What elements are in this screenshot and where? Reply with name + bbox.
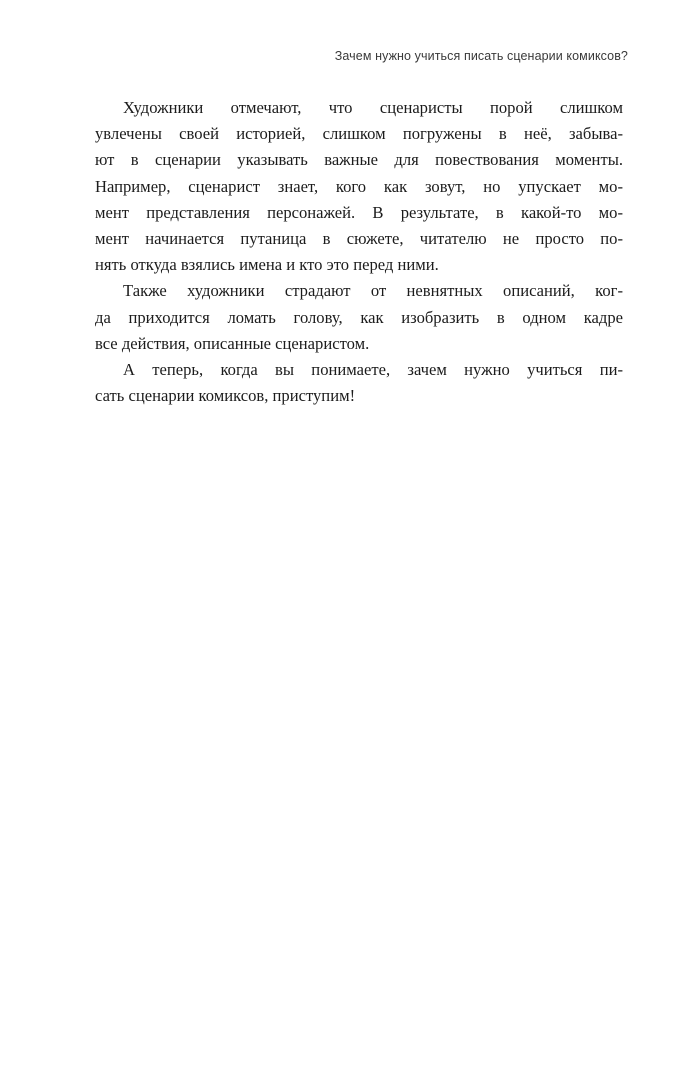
text-line: увлечены своей историей, слишком погружены в неё, забыва-	[95, 124, 623, 144]
text-line: Художники отмечают, что сценаристы порой слишком	[123, 98, 623, 117]
paragraph	[95, 357, 623, 409]
text-line: нять откуда взялись имена и кто это перед ними.	[95, 255, 439, 275]
text-line: ют в сценарии указывать важные для повествования моменты.	[95, 150, 623, 170]
paragraph	[95, 278, 623, 357]
text-line: Например, сценарист знает, кого как зовут, но упускает мо-	[95, 176, 623, 196]
text-line: все действия, описанные сценаристом.	[95, 333, 370, 353]
paragraph	[95, 95, 623, 278]
text-line: А теперь, когда вы понимаете, зачем нужно учиться пи-	[123, 359, 623, 379]
text-line: Также художники страдают от невнятных описаний, ког-	[123, 281, 623, 301]
body-text	[95, 95, 623, 409]
text-line: сать сценарии комиксов, приступим!	[95, 386, 356, 406]
text-line: мент представления персонажей. В результате, в какой-то мо-	[95, 202, 623, 222]
text-line: да приходится ломать голову, как изобразить в одном кадре	[95, 307, 623, 327]
running-head: Зачем нужно учиться писать сценарии комиксов?	[334, 49, 628, 63]
text-line: мент начинается путаница в сюжете, читателю не просто по-	[95, 228, 623, 248]
